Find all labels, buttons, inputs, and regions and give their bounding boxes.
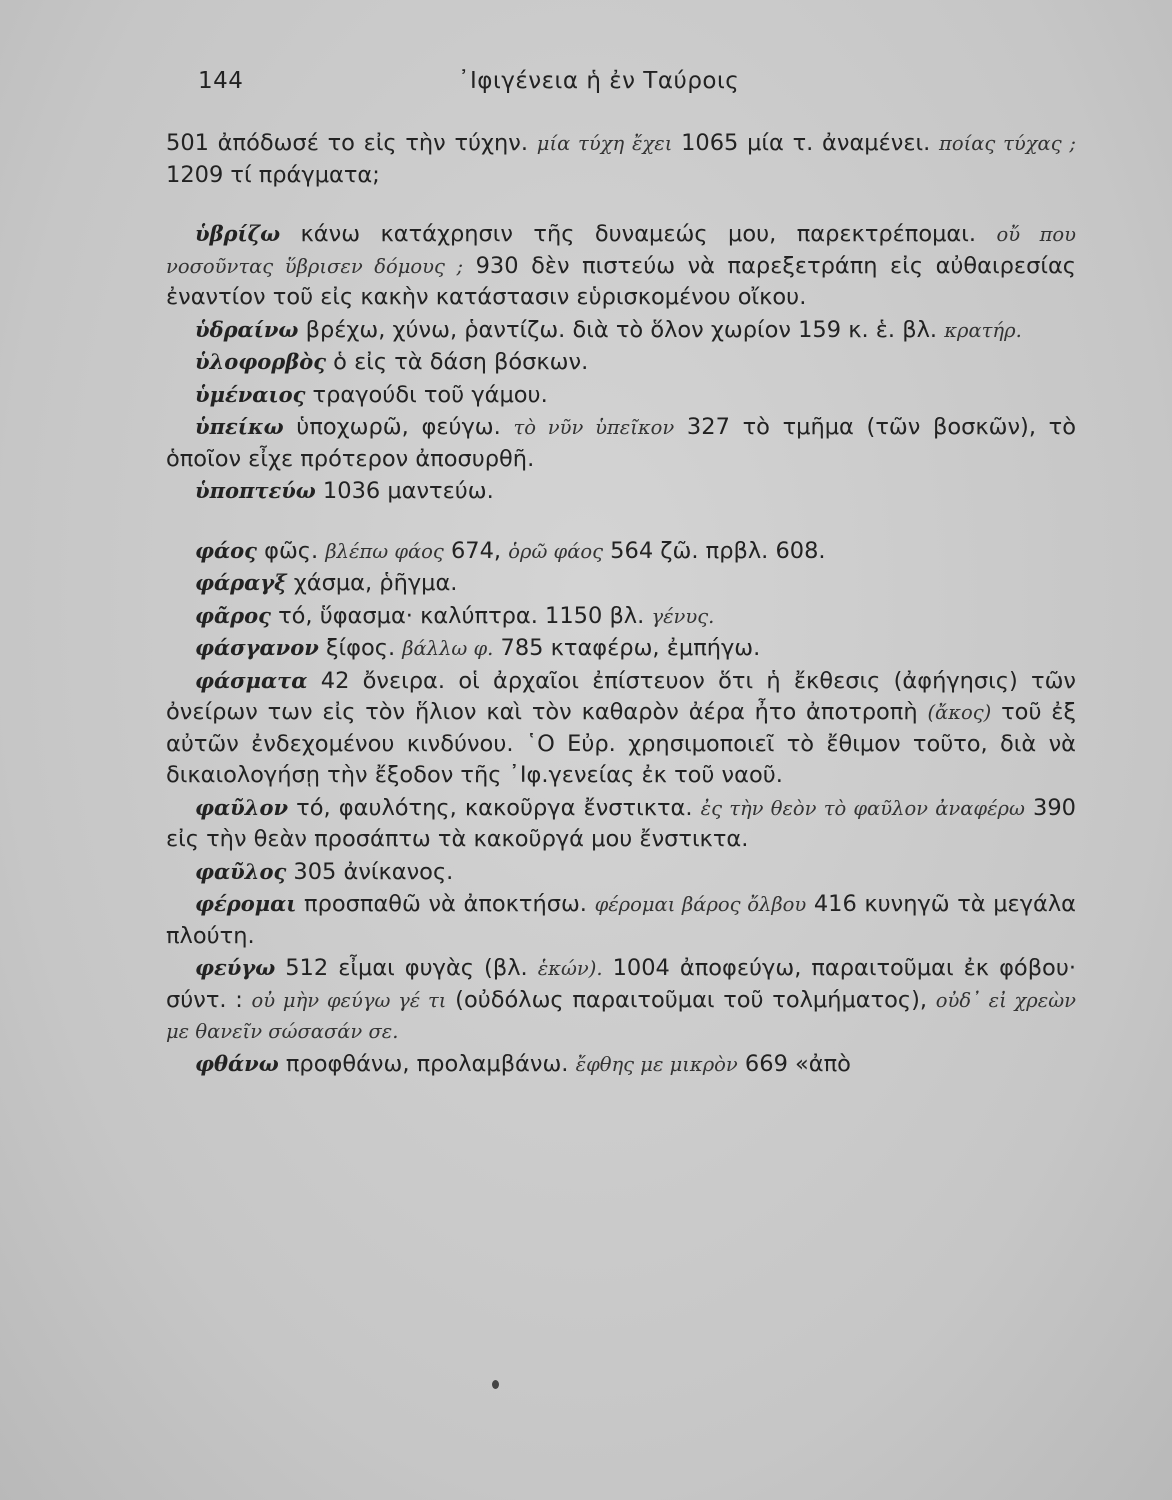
quotation: ποίας τύχας ; <box>939 132 1076 155</box>
headword: ὑποπτεύω <box>195 478 316 503</box>
entry-hybrizo <box>166 218 1076 314</box>
headword: φάος <box>195 537 257 563</box>
headword: φεύγω <box>195 955 276 980</box>
gloss-text: 785 κταφέρω, ἐμπήγω. <box>493 635 761 661</box>
quotation: μία τύχη ἔχει <box>536 132 673 155</box>
entry-phasganon <box>166 632 1076 665</box>
entry-hymenaios <box>166 379 1076 412</box>
gloss-text: 501 ἀπόδωσέ το εἰς τὴν τύχην. <box>166 130 537 156</box>
quotation: (ἄκος) <box>927 701 992 724</box>
quotation: ἐς τὴν θεὸν τὸ φαῦλον ἀναφέρω <box>700 796 1025 820</box>
entry-phthano <box>166 1048 1076 1081</box>
entry-pharos <box>166 600 1076 633</box>
running-title: ᾿Ιφιγένεια ἡ ἐν Ταύροις <box>458 68 740 94</box>
entry-phaulos <box>166 856 1076 889</box>
gloss-text: 930 δὲν πιστεύω νὰ παρεξετράπη εἰς αὐθαιρεσίας ἐναντίον τοῦ εἰς κακὴν κατάστασιν εὑρισκομένου οἴκου. <box>166 252 1076 310</box>
quotation: φέρομαι βάρος ὄλβου <box>594 893 807 916</box>
page-number: 144 <box>198 68 244 94</box>
gloss-text: τό, φαυλότης, κακοῦργα ἔνστικτα. <box>288 794 701 821</box>
entry-phaos <box>166 535 1076 568</box>
running-header <box>198 68 978 108</box>
gloss-text: προσπαθῶ νὰ ἀποκτήσω. <box>296 891 595 917</box>
headword: ὑμέναιος <box>195 381 306 407</box>
entry-hypopteuo <box>166 475 1076 508</box>
headword: ὑπείκω <box>195 414 284 439</box>
quotation: ἔφθης με μικρὸν <box>575 1052 738 1076</box>
quotation: βλέπω φάος <box>325 539 444 563</box>
continued-entry <box>166 128 1076 191</box>
headword: φθάνω <box>195 1050 279 1076</box>
gloss-text: 674, <box>443 537 509 564</box>
entry-phaulon <box>166 792 1076 856</box>
gloss-text: 1065 μία τ. ἀναμένει. <box>672 130 940 156</box>
section-gap <box>166 508 1076 535</box>
entry-hydraino <box>166 314 1076 347</box>
gloss-text: ὑποχωρῶ, φεύγω. <box>283 414 514 440</box>
quotation: ὁρῶ φάος <box>508 539 604 563</box>
headword: ὑλοφορβὸς <box>195 349 327 374</box>
quotation: οὐ μὴν φεύγω γέ τι <box>251 988 447 1012</box>
gloss-text: φῶς. <box>256 537 326 564</box>
gloss-text: τοῦ ἐξ αὐτῶν ἐνδεχομένου κινδύνου. ῾Ο Εὐρ. χρησιμοποιεῖ τὸ ἔθιμον τοῦτο, διὰ νὰ δικαιολογήσῃ τὴν ἔξοδον τῆς ᾿Ιφ.γενείας ἐκ τοῦ ναοῦ. <box>166 699 1077 788</box>
entry-hypeiko <box>166 411 1076 475</box>
gloss-text: 669 «ἀπὸ <box>737 1050 851 1077</box>
gloss-text: 564 ζῶ. πρβλ. 608. <box>603 537 826 564</box>
gloss-text: προφθάνω, προλαμβάνω. <box>278 1050 576 1077</box>
gloss-text: ξίφος. <box>318 635 403 661</box>
headword: φάσματα <box>195 667 308 693</box>
gloss-text: χάσμα, ῥῆγμα. <box>286 570 458 596</box>
quotation: βάλλω φ. <box>402 637 494 660</box>
section-gap <box>166 191 1076 218</box>
entry-phasmata <box>166 665 1076 792</box>
gloss-text: 327 τὸ τμῆμα (τῶν βοσκῶν), τὸ ὁποῖον εἶχε πρότερον ἀποσυρθῆ. <box>166 414 1076 472</box>
entry-pheromai <box>166 888 1076 952</box>
gloss-text: ὁ εἰς τὰ δάση βόσκων. <box>326 349 589 375</box>
gloss-text: (οὐδόλως παραιτοῦμαι τοῦ τολμήματος), <box>446 986 936 1013</box>
gloss-text: 1209 τί πράγματα; <box>166 161 380 188</box>
quotation: οὐδ᾽ εἰ χρεὼν με θανεῖν σώσασάν σε. <box>166 988 1076 1043</box>
gloss-text: 42 ὄνειρα. οἱ ἀρχαῖοι ἐπίστευον ὅτι ἡ ἔκθεσις (ἀφήγησις) τῶν ὀνείρων των εἰς τὸν ἥλιον καὶ τὸν καθαρὸν ἀέρα ἦτο ἀποτροπὴ <box>166 667 1076 725</box>
headword: ὑβρίζω <box>195 221 281 246</box>
quotation: ἑκών). <box>537 957 603 980</box>
gloss-text: τραγούδι τοῦ γάμου. <box>305 381 548 408</box>
gloss-text: 416 κυνηγῶ τὰ μεγάλα πλούτη. <box>166 891 1076 949</box>
gloss-text: 1004 ἀποφεύγω, παραιτοῦμαι ἐκ φόβου· σύντ. : <box>166 955 1076 1013</box>
glossary-body <box>166 128 1076 1080</box>
entry-pharanx <box>166 567 1076 600</box>
gloss-text: 390 εἰς τὴν θεὰν προσάπτω τὰ κακοῦργά μου ἔνστικτα. <box>166 794 1076 852</box>
headword: φᾶρος <box>195 602 271 628</box>
headword: ὑδραίνω <box>195 316 299 342</box>
quotation: κρατήρ. <box>944 318 1022 342</box>
headword: φάραγξ <box>195 570 287 595</box>
quotation: τὸ νῦν ὑπεῖκον <box>513 416 675 439</box>
entry-hylophorbos <box>166 346 1076 379</box>
headword: φέρομαι <box>195 891 297 916</box>
gloss-text: τό, ὕφασμα· καλύπτρα. 1150 βλ. <box>270 602 652 629</box>
ink-speck <box>492 1380 499 1389</box>
gloss-text: 1036 μαντεύω. <box>315 478 494 504</box>
gloss-text: βρέχω, χύνω, ῥαντίζω. διὰ τὸ ὅλον χωρίον 159 κ. ἑ. βλ. <box>298 316 945 343</box>
headword: φαῦλος <box>195 858 287 884</box>
headword: φαῦλον <box>195 794 289 820</box>
quotation: οὔ που νοσοῦντας ὕβρισεν δόμους ; <box>166 223 1077 278</box>
headword: φάσγανον <box>195 635 319 660</box>
gloss-text: 512 εἶμαι φυγὰς (βλ. <box>275 955 538 981</box>
quotation: γένυς. <box>651 604 715 628</box>
gloss-text: 305 ἀνίκανος. <box>286 858 454 885</box>
entry-pheugo <box>166 952 1076 1048</box>
gloss-text: κάνω κατάχρησιν τῆς δυναμεώς μου, παρεκτρέπομαι. <box>280 221 997 247</box>
